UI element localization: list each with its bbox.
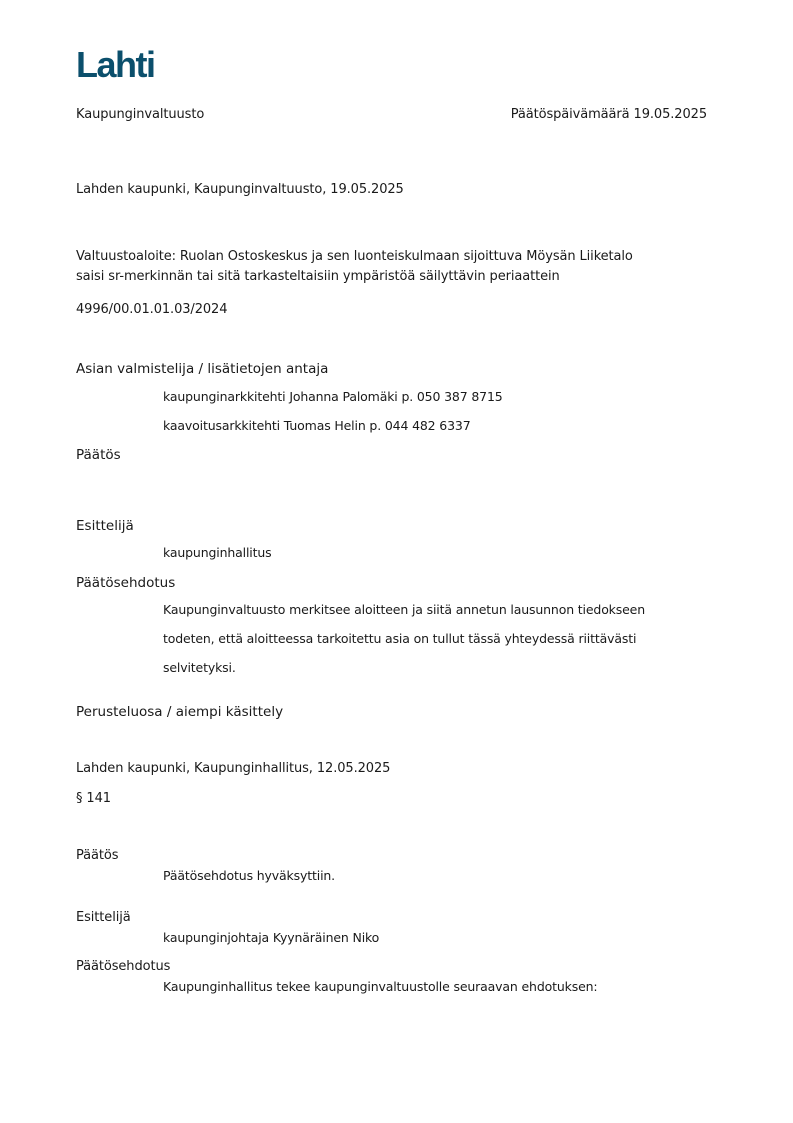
diary-number: 4996/00.01.01.03/2024	[76, 302, 228, 317]
proposal-heading: Päätösehdotus	[76, 575, 176, 591]
lahti-logo	[76, 44, 166, 82]
decision-heading: Päätös	[76, 447, 121, 463]
prior-meeting-line: Lahden kaupunki, Kaupunginhallitus, 12.05.2025	[76, 761, 391, 776]
prior-decision-heading: Päätös	[76, 848, 119, 863]
decision-date: Päätöspäivämäärä 19.05.2025	[510, 107, 707, 122]
prior-presenter-heading: Esittelijä	[76, 910, 131, 925]
preparer-person: kaupunginarkkitehti Johanna Palomäki p. 050 387 8715	[163, 389, 503, 404]
prior-proposal-heading: Päätösehdotus	[76, 959, 171, 974]
proposal-line: todeten, että aloitteessa tarkoitettu asia on tullut tässä yhteydessä riittävästi	[163, 631, 637, 646]
title-line-1: Valtuustoaloite: Ruolan Ostoskeskus ja sen luonteiskulmaan sijoittuva Möysän Liiketalo	[76, 249, 633, 264]
presenter-value: kaupunginhallitus	[163, 545, 272, 560]
title-line-2: saisi sr-merkinnän tai sitä tarkasteltaisiin ympäristöä säilyttävin periaattein	[76, 269, 560, 284]
prior-section-number: § 141	[76, 791, 111, 806]
body-name: Kaupunginvaltuusto	[76, 107, 205, 122]
logo-text: Lahti	[76, 44, 155, 82]
prior-proposal-value: Kaupunginhallitus tekee kaupunginvaltuustolle seuraavan ehdotuksen:	[163, 979, 598, 994]
background-heading: Perusteluosa / aiempi käsittely	[76, 704, 284, 720]
preparer-heading: Asian valmistelija / lisätietojen antaja	[76, 361, 329, 377]
proposal-line: Kaupunginvaltuusto merkitsee aloitteen ja siitä annetun lausunnon tiedokseen	[163, 602, 645, 617]
preparer-person: kaavoitusarkkitehti Tuomas Helin p. 044 482 6337	[163, 418, 471, 433]
meeting-line: Lahden kaupunki, Kaupunginvaltuusto, 19.05.2025	[76, 182, 404, 197]
proposal-line: selvitetyksi.	[163, 660, 236, 675]
lahti-logo-mark	[76, 44, 166, 82]
prior-decision-value: Päätösehdotus hyväksyttiin.	[163, 868, 335, 883]
presenter-heading: Esittelijä	[76, 518, 134, 534]
prior-presenter-value: kaupunginjohtaja Kyynäräinen Niko	[163, 930, 380, 945]
